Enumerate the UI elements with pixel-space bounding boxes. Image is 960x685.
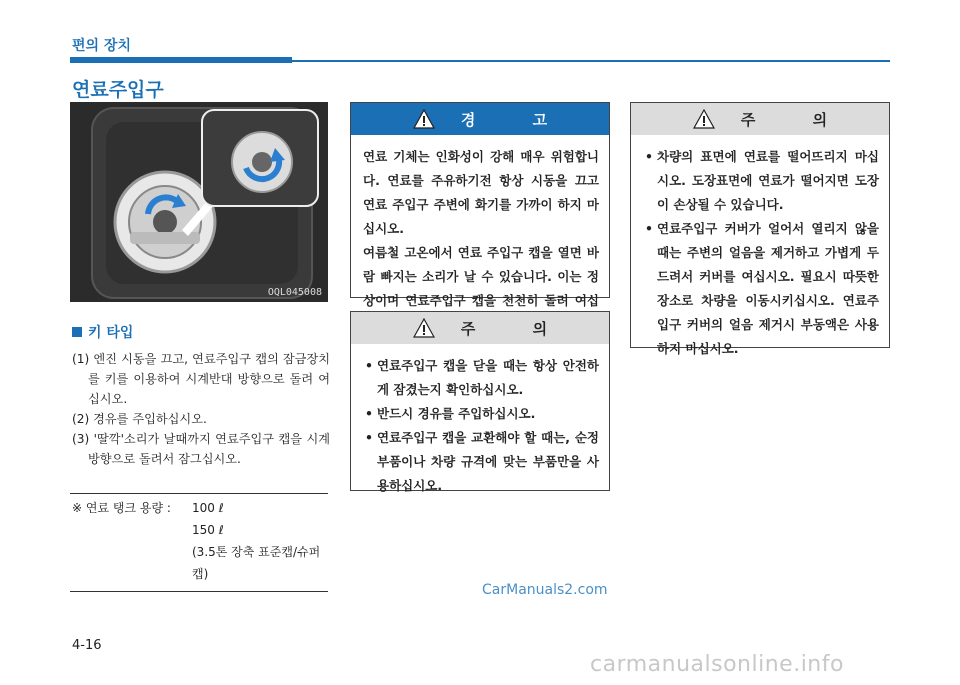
caution-item: • 차량의 표면에 연료를 떨어뜨리지 마십시오. 도장표면에 연료가 떨어지면 도장이 손상될 수 있습니다. — [643, 145, 879, 217]
warning-box-header — [351, 103, 609, 135]
fuel-tank-capacity — [70, 493, 328, 592]
step-item: (2) 경유를 주입하십시오. — [72, 412, 207, 426]
page-title: 연료주입구 — [72, 79, 164, 101]
caution-box-title: 주 의 — [460, 319, 574, 338]
caution-box-header — [351, 312, 609, 344]
capacity-note: (3.5톤 장축 표준캡/슈퍼캡) — [192, 545, 321, 581]
fuel-cap-photo — [70, 102, 328, 302]
warning-paragraph: 연료 기체는 인화성이 강해 매우 위험합니다. 연료를 주유하기전 항상 시동을 끄고 연료 주입구 주변에 화기를 가까이 하지 마십시오. — [363, 149, 599, 236]
capacity-value: 150 ℓ — [192, 523, 224, 537]
caution-triangle-icon — [413, 318, 435, 338]
header-rule-thick — [70, 57, 292, 63]
footer-watermark: carmanualsonline.info — [590, 652, 844, 677]
photo-code: OQL045008 — [267, 287, 322, 298]
site-watermark: CarManuals2.com — [482, 582, 608, 598]
caution-box-body — [631, 135, 889, 369]
key-type-heading-text: 키 타입 — [88, 325, 134, 341]
warning-box — [350, 102, 610, 308]
warning-box-title: 경 고 — [460, 110, 574, 129]
step-item: (1) 엔진 시동을 끄고, 연료주입구 캡의 잠금장치를 키를 이용하여 시계반대 방향으로 돌려 여십시오. — [72, 352, 330, 406]
caution-box-1 — [350, 311, 610, 491]
page-number: 4-16 — [72, 638, 102, 653]
warning-triangle-icon — [413, 109, 435, 129]
capacity-value: 100 ℓ — [192, 501, 224, 515]
square-bullet-icon — [72, 327, 82, 337]
caution-item: • 연료주입구 캡을 닫을 때는 항상 안전하게 잠겼는지 확인하십시오. — [363, 354, 599, 402]
section-label: 편의 장치 — [72, 38, 131, 54]
caution-item: • 반드시 경유를 주입하십시오. — [363, 402, 599, 426]
key-type-heading — [72, 322, 133, 342]
step-item: (3) '딸깍'소리가 날때까지 연료주입구 캡을 시계 방향으로 돌려서 잠그십시오. — [72, 432, 330, 466]
caution-box-2 — [630, 102, 890, 356]
caution-box-header — [631, 103, 889, 135]
key-type-steps — [72, 349, 330, 469]
warning-paragraph: 여름철 고온에서 연료 주입구 캡을 열면 바람 빠지는 소리가 날 수 있습니다. 이는 정상이며 연료주입구 캡을 천천히 돌려 여십 — [363, 245, 599, 308]
capacity-label: ※ 연료 탱크 용량 : — [72, 501, 171, 515]
caution-item: • 연료주입구 캡을 교환해야 할 때는, 순정 부품이나 차량 규격에 맞는 부품만을 사용하십시오. — [363, 426, 599, 498]
caution-box-title: 주 의 — [740, 110, 854, 129]
caution-item: • 연료주입구 커버가 얼어서 열리지 않을 때는 주변의 얼음을 제거하고 가볍게 두드려서 커버를 여십시오. 필요시 따뜻한 장소로 차량을 이동시키십시오. 연료주입구 커버의 얼음 제거시 부동액은 사용하지 마십시오. — [643, 217, 879, 361]
caution-box-body — [351, 344, 609, 506]
header-rule-thin — [292, 60, 890, 62]
caution-triangle-icon — [693, 109, 715, 129]
